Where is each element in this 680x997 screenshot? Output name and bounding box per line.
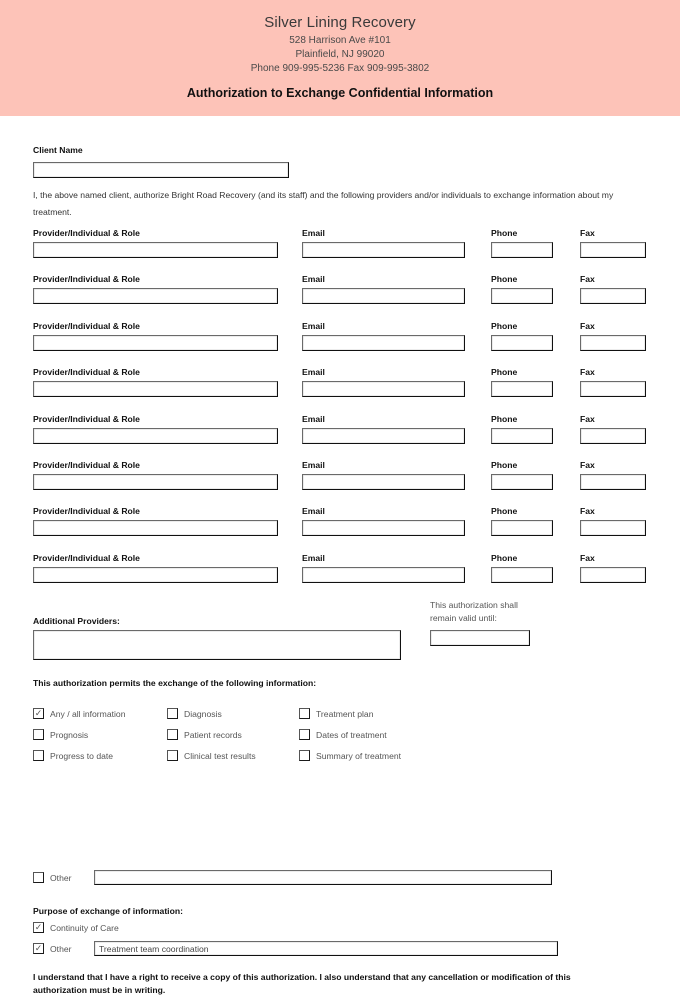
valid-until-input[interactable] xyxy=(430,630,530,646)
provider-8-email-input[interactable] xyxy=(302,567,465,583)
provider-3-fax-input[interactable] xyxy=(580,335,646,351)
provider-4-phone-input[interactable] xyxy=(491,381,553,397)
provider-8-name-role-label: Provider/Individual & Role xyxy=(33,552,140,563)
info-label-any-all-information: Any / all information xyxy=(50,709,126,719)
provider-6-email-label: Email xyxy=(302,460,325,470)
purpose-continuity-label: Continuity of Care xyxy=(50,923,119,933)
info-label-diagnosis: Diagnosis xyxy=(184,709,222,719)
checkmark-icon: ✓ xyxy=(34,943,43,953)
info-label-clinical-test-results: Clinical test results xyxy=(184,751,256,761)
info-label-dates-of-treatment: Dates of treatment xyxy=(316,730,387,740)
provider-2-fax-label: Fax xyxy=(580,274,595,285)
provider-7-fax-input[interactable] xyxy=(580,520,646,536)
checkmark-icon: ✓ xyxy=(34,708,43,718)
provider-1-fax-input[interactable] xyxy=(580,242,646,258)
provider-8-email-label: Email xyxy=(302,552,325,563)
info-checkbox-dates-of-treatment[interactable] xyxy=(299,729,310,740)
info-checkbox-progress-to-date[interactable] xyxy=(33,750,44,761)
provider-3-phone-input[interactable] xyxy=(491,335,553,351)
purpose-section-heading: Purpose of exchange of information: xyxy=(33,906,183,916)
info-other-input[interactable] xyxy=(94,870,552,885)
provider-7-phone-label: Phone xyxy=(491,506,518,517)
provider-1-email-input[interactable] xyxy=(302,242,465,258)
provider-5-email-label: Email xyxy=(302,413,325,424)
info-checkbox-any-all-information[interactable] xyxy=(33,708,44,719)
client-name-label: Client Name xyxy=(33,145,83,155)
intro-paragraph: I, the above named client, authorize Bright Road Recovery (and its staff) and the following providers and/or individuals to exchange information about my treatment. xyxy=(33,190,614,217)
purpose-other-checkbox[interactable] xyxy=(33,943,44,954)
provider-3-email-input[interactable] xyxy=(302,335,465,351)
provider-4-phone-label: Phone xyxy=(491,367,518,378)
info-section-heading: This authorization permits the exchange of the following information: xyxy=(33,678,317,688)
valid-until-label-line-1: This authorization shall xyxy=(430,600,518,610)
provider-2-email-label: Email xyxy=(302,274,325,285)
provider-8-fax-input[interactable] xyxy=(580,567,646,583)
provider-6-name-role-label: Provider/Individual & Role xyxy=(33,460,140,470)
provider-2-fax-input[interactable] xyxy=(580,288,646,304)
info-checkbox-prognosis[interactable] xyxy=(33,729,44,740)
provider-8-fax-label: Fax xyxy=(580,552,595,563)
provider-4-email-label: Email xyxy=(302,367,325,378)
provider-5-phone-input[interactable] xyxy=(491,428,553,444)
info-checkbox-treatment-plan[interactable] xyxy=(299,708,310,719)
provider-1-name-role-label: Provider/Individual & Role xyxy=(33,228,140,238)
provider-1-phone-input[interactable] xyxy=(491,242,553,258)
provider-2-phone-label: Phone xyxy=(491,274,518,285)
header-band xyxy=(0,0,680,116)
provider-5-phone-label: Phone xyxy=(491,413,518,424)
closing-paragraph-line-2: authorization must be in writing. xyxy=(33,985,166,995)
provider-7-email-label: Email xyxy=(302,506,325,517)
closing-paragraph-line-1: I understand that I have a right to receive a copy of this authorization. I also understand that any cancellation or modification of this xyxy=(33,972,571,982)
provider-2-name-role-label: Provider/Individual & Role xyxy=(33,274,140,285)
provider-1-email-label: Email xyxy=(302,228,325,238)
info-label-progress-to-date: Progress to date xyxy=(50,751,114,761)
provider-2-email-input[interactable] xyxy=(302,288,465,304)
info-checkbox-patient-records[interactable] xyxy=(167,729,178,740)
info-other-checkbox[interactable] xyxy=(33,872,44,883)
provider-1-fax-label: Fax xyxy=(580,228,595,238)
provider-5-name-role-label: Provider/Individual & Role xyxy=(33,413,140,424)
provider-4-fax-label: Fax xyxy=(580,367,595,378)
provider-7-name-role-input[interactable] xyxy=(33,520,278,536)
info-label-treatment-plan: Treatment plan xyxy=(316,709,374,719)
info-other-label: Other xyxy=(50,873,72,883)
provider-3-name-role-input[interactable] xyxy=(33,335,278,351)
info-checkbox-clinical-test-results[interactable] xyxy=(167,750,178,761)
provider-5-fax-label: Fax xyxy=(580,413,595,424)
provider-4-fax-input[interactable] xyxy=(580,381,646,397)
additional-providers-input[interactable] xyxy=(33,630,401,660)
purpose-continuity-checkbox[interactable] xyxy=(33,922,44,933)
provider-6-email-input[interactable] xyxy=(302,474,465,490)
provider-3-name-role-label: Provider/Individual & Role xyxy=(33,320,140,331)
additional-providers-label: Additional Providers: xyxy=(33,616,120,626)
provider-8-phone-label: Phone xyxy=(491,552,518,563)
provider-4-name-role-input[interactable] xyxy=(33,381,278,397)
provider-6-phone-input[interactable] xyxy=(491,474,553,490)
provider-3-fax-label: Fax xyxy=(580,320,595,331)
form-sheet xyxy=(0,116,680,995)
info-checkbox-diagnosis[interactable] xyxy=(167,708,178,719)
provider-7-name-role-label: Provider/Individual & Role xyxy=(33,506,140,517)
provider-8-name-role-input[interactable] xyxy=(33,567,278,583)
clinic-address-line-1: 528 Harrison Ave #101 xyxy=(289,35,391,46)
provider-4-name-role-label: Provider/Individual & Role xyxy=(33,367,140,378)
provider-5-fax-input[interactable] xyxy=(580,428,646,444)
provider-4-email-input[interactable] xyxy=(302,381,465,397)
provider-8-phone-input[interactable] xyxy=(491,567,553,583)
purpose-other-value: Treatment team coordination xyxy=(99,943,209,954)
valid-until-label-line-2: remain valid until: xyxy=(430,613,497,623)
clinic-name: Silver Lining Recovery xyxy=(264,14,416,31)
provider-6-fax-input[interactable] xyxy=(580,474,646,490)
checkmark-icon: ✓ xyxy=(34,922,43,932)
provider-3-email-label: Email xyxy=(302,320,325,331)
purpose-other-input[interactable] xyxy=(94,941,558,956)
info-checkbox-summary-of-treatment[interactable] xyxy=(299,750,310,761)
provider-5-name-role-input[interactable] xyxy=(33,428,278,444)
provider-2-phone-input[interactable] xyxy=(491,288,553,304)
clinic-address-line-2: Plainfield, NJ 99020 xyxy=(295,49,385,60)
client-name-input[interactable] xyxy=(33,162,289,178)
provider-3-phone-label: Phone xyxy=(491,320,518,331)
form-title: Authorization to Exchange Confidential Information xyxy=(186,86,494,100)
provider-7-phone-input[interactable] xyxy=(491,520,553,536)
provider-7-fax-label: Fax xyxy=(580,506,595,517)
provider-6-name-role-input[interactable] xyxy=(33,474,278,490)
provider-5-email-input[interactable] xyxy=(302,428,465,444)
provider-7-email-input[interactable] xyxy=(302,520,465,536)
info-label-prognosis: Prognosis xyxy=(50,730,89,740)
info-label-patient-records: Patient records xyxy=(184,730,242,740)
provider-6-fax-label: Fax xyxy=(580,460,595,470)
provider-1-name-role-input[interactable] xyxy=(33,242,278,258)
provider-6-phone-label: Phone xyxy=(491,460,518,470)
provider-1-phone-label: Phone xyxy=(491,228,518,238)
info-label-summary-of-treatment: Summary of treatment xyxy=(316,751,402,761)
purpose-other-label: Other xyxy=(50,944,72,954)
clinic-contact-line: Phone 909-995-5236 Fax 909-995-3802 xyxy=(250,63,430,74)
provider-2-name-role-input[interactable] xyxy=(33,288,278,304)
